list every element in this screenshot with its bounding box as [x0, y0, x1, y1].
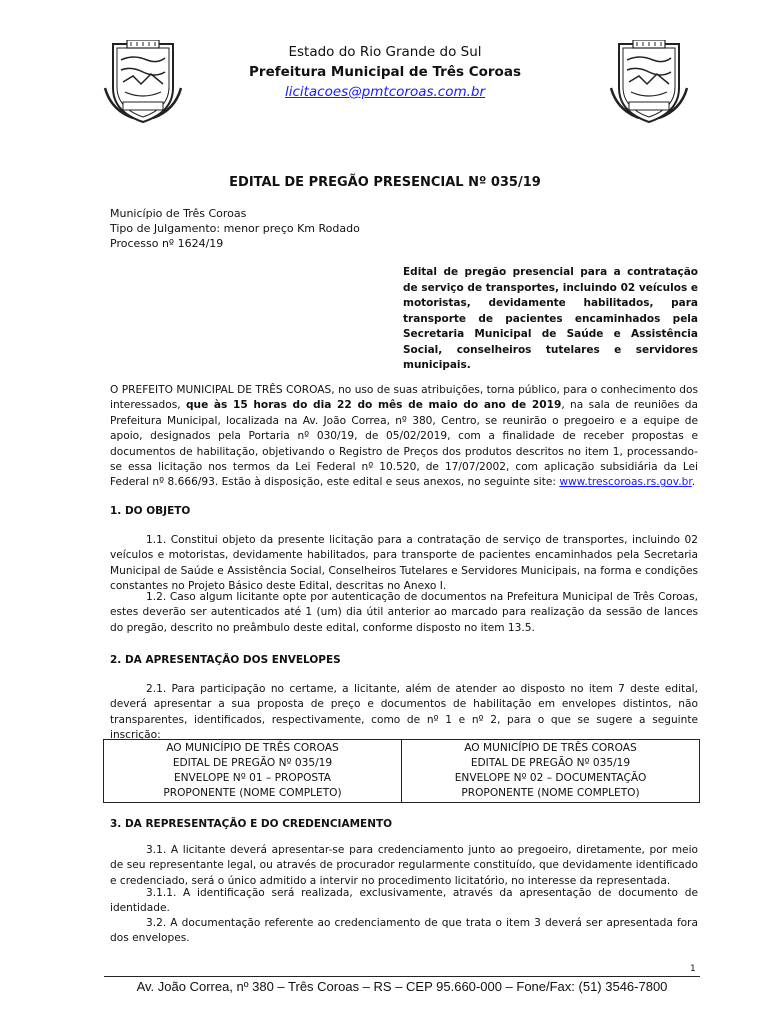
paragraph-3-1-1: 3.1.1. A identificação será realizada, exclusivamente, através da apresentação de documento de identidade.	[110, 887, 698, 915]
site-link[interactable]: www.trescoroas.rs.gov.br	[559, 476, 692, 489]
intro-paragraph	[110, 383, 698, 491]
footer-address: Av. João Correa, nº 380 – Três Coroas – RS – CEP 95.660-000 – Fone/Fax: (51) 3546-7800	[136, 979, 668, 994]
env2-line2: EDITAL DE PREGÃO Nº 035/19	[470, 757, 631, 769]
paragraph-1-2: 1.2. Caso algum licitante opte por autenticação de documentos na Prefeitura Municipal de Três Coroas, estes deverão ser autenticados até 1 (um) dia útil anterior ao marcado para realização da sessão de lances do pregão, descrito no preâmbulo deste edital, conforme disposto no item 13.5.	[110, 591, 698, 634]
processo-line: Processo nº 1624/19	[110, 237, 224, 250]
process-meta	[110, 206, 360, 251]
prefeitura-name: Prefeitura Municipal de Três Coroas	[249, 64, 521, 80]
paragraph-1-1: 1.1. Constitui objeto da presente licitação para a contratação de serviço de transportes, incluindo 02 veículos e motoristas, devidamente habilitados, para transporte de pacientes encaminhados pela Secretaria Municipal de Saúde e Assistência Social, Conselheiros Tutelares e Servidores Municipais, na forma e condições constantes no Projeto Básico deste Edital, descritas no Anexo I.	[110, 534, 698, 593]
edital-summary: Edital de pregão presencial para a contratação de serviço de transportes, incluindo 02 veículos e motoristas, devidamente habilitados, para transporte de pacientes encaminhados pela Secretaria Municipal de Saúde e Assistência Social, conselheiros tutelares e servidores municipais.	[403, 266, 698, 371]
env2-line1: AO MUNICÍPIO DE TRÊS COROAS	[464, 742, 637, 754]
envelope-1-cell	[104, 740, 401, 802]
document-title: EDITAL DE PREGÃO PRESENCIAL Nº 035/19	[229, 175, 541, 190]
section-heading-credenciamento: 3. DA REPRESENTAÇÃO E DO CREDENCIAMENTO	[110, 818, 393, 830]
municipal-crest-right-icon	[609, 40, 689, 124]
page-number: 1	[690, 964, 696, 974]
env2-line3: ENVELOPE Nº 02 – DOCUMENTAÇÃO	[454, 772, 647, 784]
email-link[interactable]: licitacoes@pmtcoroas.com.br	[284, 84, 486, 100]
letterhead	[200, 42, 570, 102]
footer-divider	[104, 976, 700, 977]
env1-line2: EDITAL DE PREGÃO Nº 035/19	[172, 757, 333, 769]
julgamento-line: Tipo de Julgamento: menor preço Km Rodado	[110, 222, 360, 235]
envelope-table	[103, 739, 700, 803]
municipal-crest-left-icon	[103, 40, 183, 124]
intro-end: .	[691, 476, 696, 489]
env2-line4: PROPONENTE (NOME COMPLETO)	[461, 787, 640, 799]
paragraph-3-2: 3.2. A documentação referente ao credenciamento de que trata o item 3 deverá ser apresentada fora dos envelopes.	[110, 917, 698, 945]
env1-line4: PROPONENTE (NOME COMPLETO)	[163, 787, 342, 799]
section-heading-envelopes: 2. DA APRESENTAÇÃO DOS ENVELOPES	[110, 654, 341, 666]
municipio-line: Município de Três Coroas	[110, 207, 247, 220]
intro-text-1: O PREFEITO MUNICIPAL DE TRÊS COROAS, no uso de suas atribuições, torna público, para o conhecimento dos interessados,	[110, 384, 698, 412]
section-heading-objeto: 1. DO OBJETO	[110, 505, 191, 517]
env1-line1: AO MUNICÍPIO DE TRÊS COROAS	[166, 742, 339, 754]
intro-text-2: , na sala de reuniões da Prefeitura Municipal, localizada na Av. João Correa, nº 380, Centro, se reunirão o pregoeiro e a equipe de apoio, designados pela Portaria nº 030/19, de 05/02/2019, com a finalidade de receber propostas e documentos de habilitação, objetivando o Registro de Preços dos produtos descritos no item 1, processando-se essa licitação nos termos da Lei Federal nº 10.520, de 17/07/2002, com aplicação subsidiária da Lei Federal nº 8.666/93. Estão à disposição, este edital e seus anexos, no seguinte site:	[110, 399, 698, 489]
envelope-2-cell	[401, 740, 699, 802]
env1-line3: ENVELOPE Nº 01 – PROPOSTA	[173, 772, 332, 784]
state-name: Estado do Rio Grande do Sul	[288, 44, 482, 60]
intro-date-bold: que às 15 horas do dia 22 do mês de maio do ano de 2019	[185, 399, 562, 412]
paragraph-3-1: 3.1. A licitante deverá apresentar-se para credenciamento junto ao pregoeiro, diretamente, por meio de seu representante legal, ou através de procurador regularmente constituído, que devidamente identificado e credenciado, será o único admitido a intervir no procedimento licitatório, no interesse da representada.	[110, 844, 698, 887]
paragraph-2-1: 2.1. Para participação no certame, a licitante, além de atender ao disposto no item 7 deste edital, deverá apresentar a sua proposta de preço e documentos de habilitação em envelopes distintos, não transparentes, identificados, respectivamente, como de nº 1 e nº 2, para o que se sugere a seguinte inscrição:	[110, 683, 698, 742]
